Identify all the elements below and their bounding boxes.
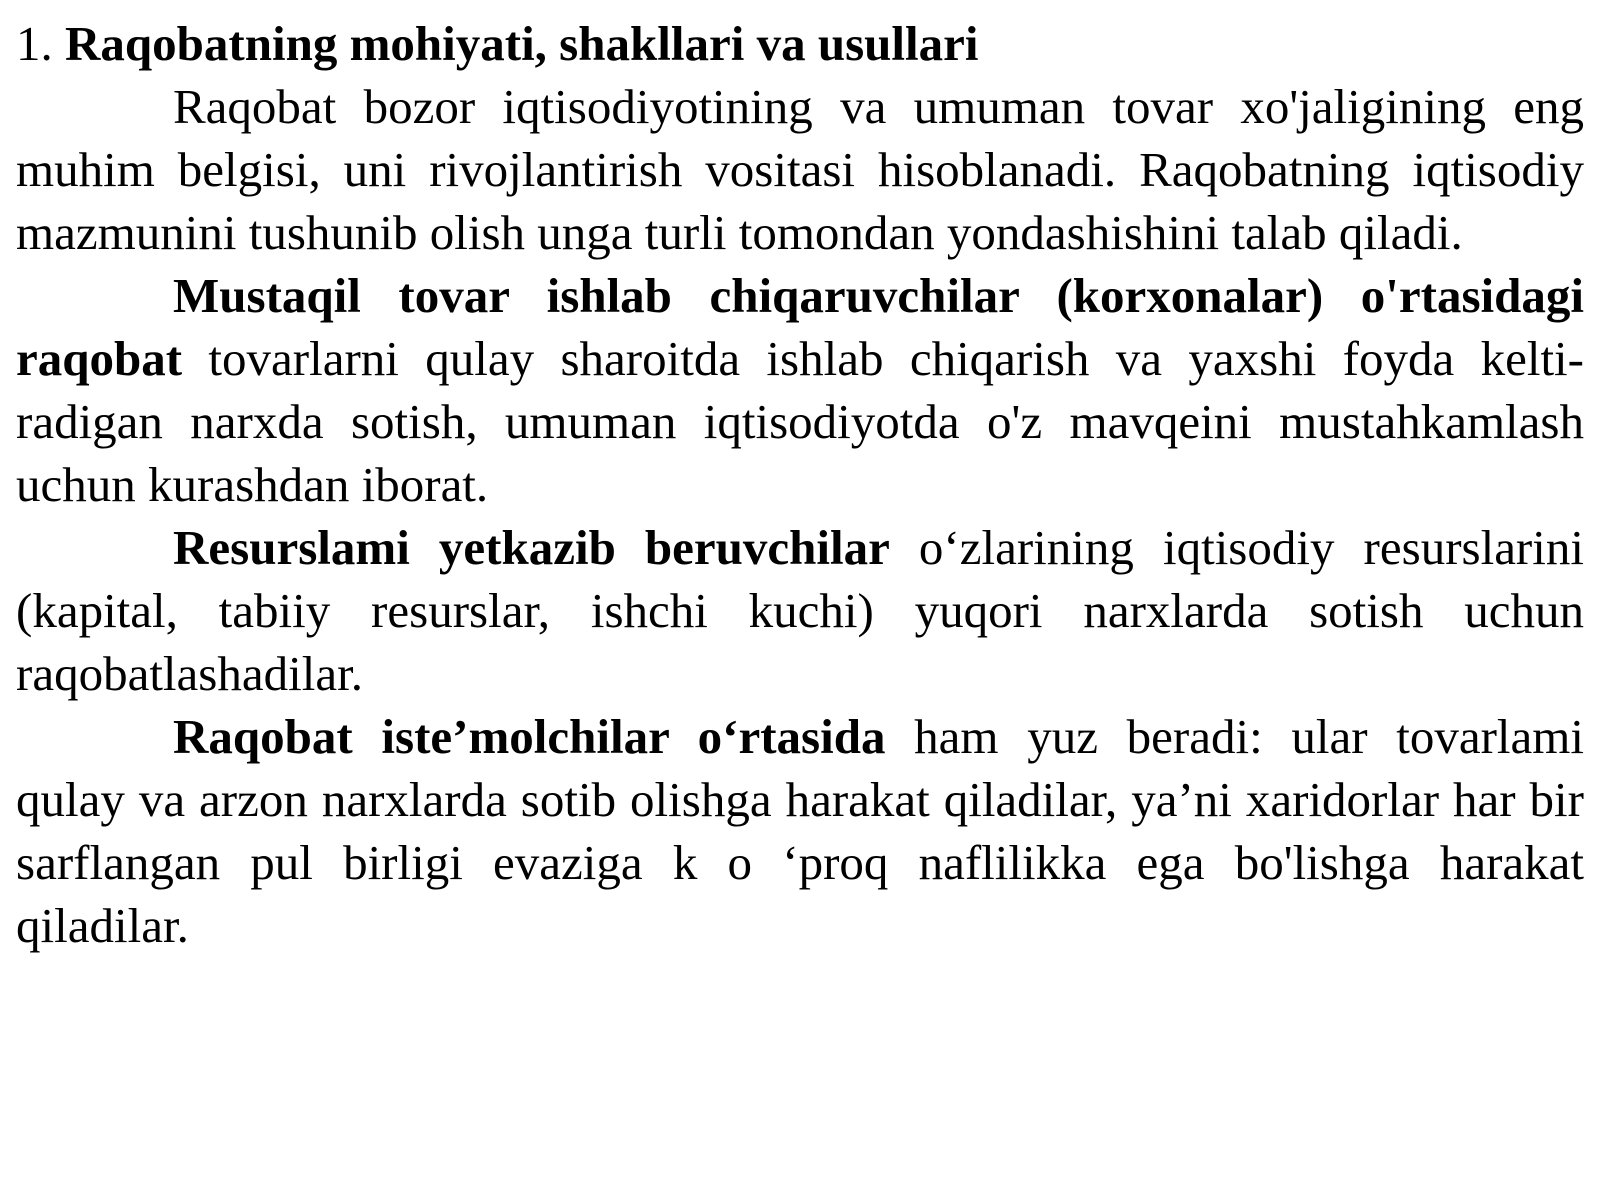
paragraph-2-text: tovarlarni qulay sharoitda ishlab chiqarish va yaxshi foyda kelti-radigan narxda sotish, umuman iqtisodiyotda o'z mavqeini mustahkamlash uchun kurashdan iborat. — [16, 331, 1584, 512]
paragraph-1-text: Raqobat bozor iqtisodiyotining va umuman tovar xo'jaligining eng muhim belgisi, uni rivojlantirish vositasi hisoblanadi. Raqobatning iqtisodiy mazmunini tushunib olish unga turli tomondan yondashishini talab qiladi. — [16, 79, 1584, 260]
paragraph-4 — [16, 705, 1584, 957]
paragraph-4-bold: Raqobat iste’molchilar o‘rtasida — [173, 709, 886, 764]
paragraph-3-text: o‘zlarining iqtisodiy resurslarini (kapital, tabiiy resurslar, ishchi kuchi) yuqori narxlarda sotish uchun raqobatlashadilar. — [16, 520, 1584, 701]
paragraph-4-text: ham yuz beradi: ular tovarlami qulay va arzon narxlarda sotib olishga harakat qiladilar, ya’ni xaridorlar har bir sarflangan pul birligi evaziga k o ‘proq naflilikka ega bo'lishga harakat qiladilar. — [16, 709, 1584, 953]
paragraph-3-bold: Resurslami yetkazib beruvchilar — [173, 520, 890, 575]
paragraph-3 — [16, 516, 1584, 705]
section-number: 1. — [16, 16, 65, 71]
section-title: Raqobatning mohiyati, shakllari va usullari — [65, 16, 979, 71]
document-page — [16, 12, 1584, 957]
section-heading — [16, 12, 1584, 75]
paragraph-2 — [16, 264, 1584, 516]
paragraph-2-bold: Mustaqil tovar ishlab chiqaruvchilar (korxonalar) o'rtasidagi raqobat — [16, 268, 1584, 386]
paragraph-1 — [16, 75, 1584, 264]
